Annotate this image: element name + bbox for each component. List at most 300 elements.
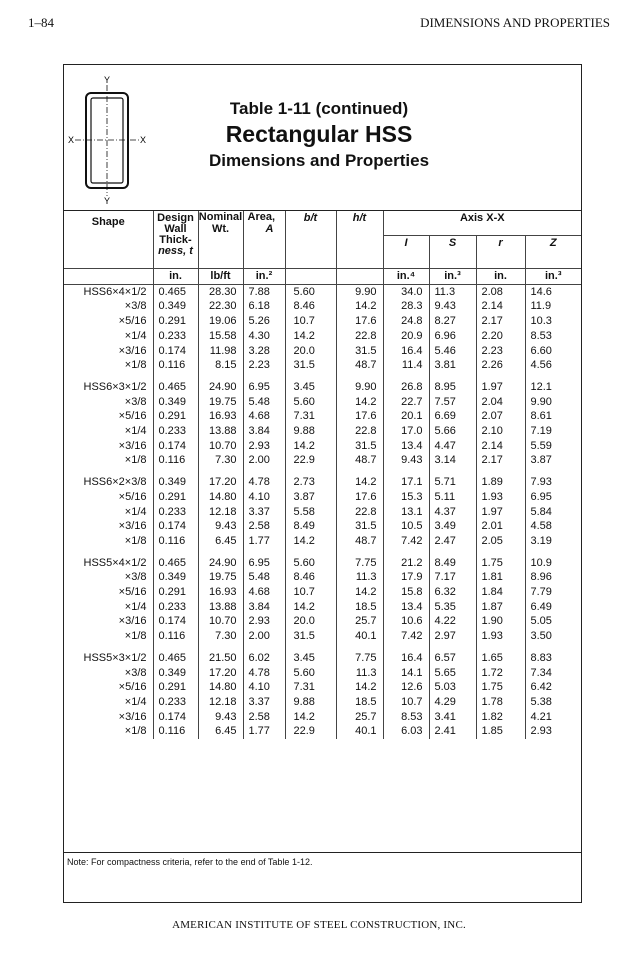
cell-area: 6.18 xyxy=(243,299,285,314)
cell-thickness: 0.116 xyxy=(153,534,198,549)
cell-shape: ×5/16 xyxy=(64,314,153,329)
cell-r: 1.82 xyxy=(476,710,525,725)
cell-i: 28.3 xyxy=(383,299,429,314)
cell-thickness: 0.349 xyxy=(153,475,198,490)
cell-z: 14.6 xyxy=(530,285,552,298)
hss-section-figure xyxy=(67,73,145,205)
cell-s: 5.03 xyxy=(429,680,476,695)
cell-ht: 14.2 xyxy=(336,680,383,695)
cell-i: 12.6 xyxy=(383,680,429,695)
cell-z: 6.95 xyxy=(530,490,552,503)
cell-i: 13.1 xyxy=(383,505,429,520)
cell-r: 1.84 xyxy=(476,585,525,600)
cell-i: 13.4 xyxy=(383,600,429,615)
page-footer: AMERICAN INSTITUTE OF STEEL CONSTRUCTION, INC. xyxy=(172,919,466,931)
cell-area: 4.10 xyxy=(243,490,285,505)
cell-z: 4.56 xyxy=(530,359,552,372)
col-header-i: I xyxy=(383,236,429,269)
cell-s: 4.22 xyxy=(429,614,476,629)
cell-ht: 31.5 xyxy=(336,439,383,454)
table-row xyxy=(64,284,581,299)
cell-shape: ×1/4 xyxy=(64,695,153,710)
table-row xyxy=(64,556,581,571)
cell-ht: 14.2 xyxy=(336,585,383,600)
col-header-design-wall: Design Wall Thick- ness, t xyxy=(153,211,198,269)
cell-z: 9.90 xyxy=(530,395,552,408)
table-row xyxy=(64,680,581,695)
table-row xyxy=(64,329,581,344)
cell-ht: 31.5 xyxy=(336,344,383,359)
group-spacer xyxy=(64,644,581,651)
cell-thickness: 0.116 xyxy=(153,724,198,739)
cell-z: 6.49 xyxy=(530,600,552,613)
cell-bt: 3.45 xyxy=(285,380,336,395)
cell-r: 1.93 xyxy=(476,629,525,644)
cell-shape: ×1/8 xyxy=(64,453,153,468)
cell-r: 2.08 xyxy=(476,284,525,299)
col-header-area: Area, A xyxy=(243,211,285,269)
cell-s: 9.43 xyxy=(429,299,476,314)
cell-shape: ×1/4 xyxy=(64,329,153,344)
table-row xyxy=(64,695,581,710)
cell-thickness: 0.174 xyxy=(153,519,198,534)
table-frame xyxy=(63,64,582,903)
cell-area: 4.10 xyxy=(243,680,285,695)
cell-bt: 5.60 xyxy=(285,395,336,410)
cell-area: 4.78 xyxy=(243,475,285,490)
cell-ht: 40.1 xyxy=(336,629,383,644)
cell-thickness: 0.349 xyxy=(153,299,198,314)
cell-ht: 18.5 xyxy=(336,600,383,615)
cell-area: 1.77 xyxy=(243,534,285,549)
cell-s: 5.35 xyxy=(429,600,476,615)
cell-area: 4.68 xyxy=(243,585,285,600)
cell-bt: 8.46 xyxy=(285,299,336,314)
cell-thickness: 0.291 xyxy=(153,585,198,600)
cell-i: 22.7 xyxy=(383,395,429,410)
cell-shape: HSS6×4×1/2 xyxy=(64,284,153,299)
col-header-z: Z xyxy=(549,237,557,249)
cell-nominal-wt: 24.90 xyxy=(198,380,243,395)
cell-area: 3.28 xyxy=(243,344,285,359)
cell-ht: 48.7 xyxy=(336,358,383,373)
table-row xyxy=(64,600,581,615)
cell-nominal-wt: 7.30 xyxy=(198,629,243,644)
cell-r: 1.85 xyxy=(476,724,525,739)
cell-nominal-wt: 22.30 xyxy=(198,299,243,314)
cell-s: 3.14 xyxy=(429,453,476,468)
cell-nominal-wt: 21.50 xyxy=(198,651,243,666)
cell-bt: 14.2 xyxy=(285,600,336,615)
cell-ht: 18.5 xyxy=(336,695,383,710)
cell-bt: 31.5 xyxy=(285,358,336,373)
cell-shape: ×1/8 xyxy=(64,358,153,373)
unit-i: in.⁴ xyxy=(383,269,429,285)
table-row xyxy=(64,651,581,666)
cell-nominal-wt: 11.98 xyxy=(198,344,243,359)
cell-thickness: 0.465 xyxy=(153,556,198,571)
table-row xyxy=(64,299,581,314)
cell-thickness: 0.233 xyxy=(153,329,198,344)
rectangular-hss-diagram xyxy=(67,73,145,205)
table-subtitle: Dimensions and Properties xyxy=(208,151,430,170)
cell-z: 11.9 xyxy=(530,300,552,313)
table-row xyxy=(64,585,581,600)
cell-r: 2.17 xyxy=(476,314,525,329)
cell-ht: 11.3 xyxy=(336,570,383,585)
cell-r: 1.89 xyxy=(476,475,525,490)
table-row xyxy=(64,570,581,585)
table-row xyxy=(64,490,581,505)
cell-r: 1.93 xyxy=(476,490,525,505)
cell-s: 8.49 xyxy=(429,556,476,571)
table-row xyxy=(64,724,581,739)
cell-z: 3.19 xyxy=(530,534,552,547)
cell-i: 20.1 xyxy=(383,409,429,424)
cell-bt: 22.9 xyxy=(285,453,336,468)
cell-i: 7.42 xyxy=(383,534,429,549)
cell-bt: 5.60 xyxy=(285,556,336,571)
cell-ht: 25.7 xyxy=(336,614,383,629)
cell-s: 3.49 xyxy=(429,519,476,534)
cell-nominal-wt: 14.80 xyxy=(198,490,243,505)
cell-s: 2.97 xyxy=(429,629,476,644)
cell-z: 4.21 xyxy=(530,710,552,723)
cell-thickness: 0.174 xyxy=(153,439,198,454)
cell-area: 2.00 xyxy=(243,453,285,468)
cell-area: 2.23 xyxy=(243,358,285,373)
cell-nominal-wt: 8.15 xyxy=(198,358,243,373)
cell-r: 2.01 xyxy=(476,519,525,534)
cell-i: 34.0 xyxy=(383,284,429,299)
table-row xyxy=(64,534,581,549)
table-note: Note: For compactness criteria, refer to the end of Table 1-12. xyxy=(67,857,313,867)
cell-z: 5.05 xyxy=(530,615,552,628)
cell-shape: ×3/16 xyxy=(64,710,153,725)
cell-area: 6.95 xyxy=(243,380,285,395)
cell-shape: ×1/8 xyxy=(64,724,153,739)
cell-nominal-wt: 15.58 xyxy=(198,329,243,344)
cell-nominal-wt: 17.20 xyxy=(198,666,243,681)
cell-shape: ×3/16 xyxy=(64,614,153,629)
cell-s: 5.11 xyxy=(429,490,476,505)
cell-r: 2.04 xyxy=(476,395,525,410)
cell-shape: HSS5×4×1/2 xyxy=(64,556,153,571)
cell-bt: 10.7 xyxy=(285,314,336,329)
cell-shape: ×5/16 xyxy=(64,490,153,505)
cell-area: 2.58 xyxy=(243,519,285,534)
cell-nominal-wt: 13.88 xyxy=(198,600,243,615)
table-row xyxy=(64,424,581,439)
cell-thickness: 0.349 xyxy=(153,666,198,681)
cell-shape: ×1/8 xyxy=(64,534,153,549)
properties-table xyxy=(64,211,581,739)
cell-thickness: 0.291 xyxy=(153,409,198,424)
cell-thickness: 0.349 xyxy=(153,570,198,585)
group-spacer xyxy=(64,468,581,475)
cell-ht: 11.3 xyxy=(336,666,383,681)
cell-z: 12.1 xyxy=(530,380,552,393)
cell-i: 10.7 xyxy=(383,695,429,710)
cell-ht: 40.1 xyxy=(336,724,383,739)
cell-r: 1.81 xyxy=(476,570,525,585)
cell-i: 26.8 xyxy=(383,380,429,395)
cell-thickness: 0.116 xyxy=(153,358,198,373)
cell-area: 3.37 xyxy=(243,505,285,520)
cell-z: 8.83 xyxy=(530,651,552,664)
cell-s: 4.29 xyxy=(429,695,476,710)
cell-nominal-wt: 12.18 xyxy=(198,505,243,520)
cell-z: 3.50 xyxy=(530,630,552,643)
cell-s: 5.65 xyxy=(429,666,476,681)
table-row xyxy=(64,475,581,490)
page-number: 1–84 xyxy=(28,15,54,30)
cell-bt: 9.88 xyxy=(285,695,336,710)
cell-ht: 22.8 xyxy=(336,329,383,344)
cell-shape: ×3/16 xyxy=(64,519,153,534)
table-body xyxy=(64,284,581,739)
cell-r: 1.72 xyxy=(476,666,525,681)
cell-shape: ×3/16 xyxy=(64,439,153,454)
cell-shape: ×3/8 xyxy=(64,666,153,681)
axis-label-x-right: X xyxy=(139,135,147,145)
cell-ht: 14.2 xyxy=(336,299,383,314)
cell-i: 8.53 xyxy=(383,710,429,725)
cell-i: 14.1 xyxy=(383,666,429,681)
cell-area: 2.00 xyxy=(243,629,285,644)
cell-nominal-wt: 6.45 xyxy=(198,724,243,739)
table-row xyxy=(64,666,581,681)
table-row xyxy=(64,358,581,373)
cell-r: 1.65 xyxy=(476,651,525,666)
cell-r: 2.20 xyxy=(476,329,525,344)
cell-bt: 20.0 xyxy=(285,614,336,629)
cell-r: 2.14 xyxy=(476,439,525,454)
table-row xyxy=(64,519,581,534)
cell-bt: 8.46 xyxy=(285,570,336,585)
cell-area: 4.30 xyxy=(243,329,285,344)
cell-s: 6.32 xyxy=(429,585,476,600)
unit-ht xyxy=(336,269,383,285)
cell-s: 3.41 xyxy=(429,710,476,725)
cell-z: 10.3 xyxy=(530,315,552,328)
cell-s: 2.47 xyxy=(429,534,476,549)
cell-thickness: 0.233 xyxy=(153,695,198,710)
cell-r: 1.97 xyxy=(476,380,525,395)
cell-s: 4.47 xyxy=(429,439,476,454)
cell-s: 8.27 xyxy=(429,314,476,329)
cell-i: 7.42 xyxy=(383,629,429,644)
page-header xyxy=(28,15,610,31)
cell-s: 7.17 xyxy=(429,570,476,585)
cell-ht: 7.75 xyxy=(336,556,383,571)
cell-r: 1.75 xyxy=(476,680,525,695)
cell-ht: 22.8 xyxy=(336,505,383,520)
cell-shape: HSS5×3×1/2 xyxy=(64,651,153,666)
cell-thickness: 0.233 xyxy=(153,505,198,520)
cell-area: 4.78 xyxy=(243,666,285,681)
unit-bt xyxy=(285,269,336,285)
cell-bt: 5.58 xyxy=(285,505,336,520)
cell-r: 2.23 xyxy=(476,344,525,359)
cell-bt: 14.2 xyxy=(285,329,336,344)
cell-s: 3.81 xyxy=(429,358,476,373)
axis-label-x-left: X xyxy=(67,135,75,145)
col-header-s: S xyxy=(429,236,476,269)
cell-ht: 9.90 xyxy=(336,284,383,299)
cell-nominal-wt: 16.93 xyxy=(198,409,243,424)
cell-r: 1.90 xyxy=(476,614,525,629)
cell-nominal-wt: 16.93 xyxy=(198,585,243,600)
table-row xyxy=(64,439,581,454)
axis-label-y-top: Y xyxy=(103,75,111,85)
cell-thickness: 0.116 xyxy=(153,453,198,468)
cell-area: 5.48 xyxy=(243,570,285,585)
cell-r: 2.17 xyxy=(476,453,525,468)
table-row xyxy=(64,409,581,424)
cell-bt: 14.2 xyxy=(285,534,336,549)
cell-i: 16.4 xyxy=(383,651,429,666)
col-header-r: r xyxy=(476,236,525,269)
cell-ht: 48.7 xyxy=(336,534,383,549)
cell-thickness: 0.291 xyxy=(153,314,198,329)
col-header-bt: b/t xyxy=(285,211,336,269)
note-rule xyxy=(64,852,581,853)
group-spacer xyxy=(64,373,581,380)
cell-area: 3.37 xyxy=(243,695,285,710)
cell-s: 4.37 xyxy=(429,505,476,520)
cell-s: 11.3 xyxy=(429,284,476,299)
cell-i: 17.1 xyxy=(383,475,429,490)
cell-ht: 14.2 xyxy=(336,475,383,490)
cell-ht: 17.6 xyxy=(336,314,383,329)
cell-thickness: 0.233 xyxy=(153,424,198,439)
cell-i: 16.4 xyxy=(383,344,429,359)
cell-nominal-wt: 7.30 xyxy=(198,453,243,468)
cell-bt: 5.60 xyxy=(285,284,336,299)
cell-ht: 9.90 xyxy=(336,380,383,395)
cell-shape: ×5/16 xyxy=(64,585,153,600)
cell-nominal-wt: 24.90 xyxy=(198,556,243,571)
cell-nominal-wt: 19.06 xyxy=(198,314,243,329)
cell-area: 2.93 xyxy=(243,439,285,454)
cell-z: 8.61 xyxy=(530,410,552,423)
cell-bt: 22.9 xyxy=(285,724,336,739)
axis-x-x-header: Axis X-X xyxy=(383,211,581,236)
cell-r: 1.78 xyxy=(476,695,525,710)
cell-shape: ×3/8 xyxy=(64,570,153,585)
cell-z: 5.59 xyxy=(530,439,552,452)
cell-thickness: 0.465 xyxy=(153,380,198,395)
unit-r: in. xyxy=(476,269,525,285)
cell-s: 8.95 xyxy=(429,380,476,395)
cell-z: 7.34 xyxy=(530,666,552,679)
cell-bt: 7.31 xyxy=(285,409,336,424)
cell-shape: ×1/4 xyxy=(64,600,153,615)
cell-nominal-wt: 10.70 xyxy=(198,614,243,629)
cell-ht: 48.7 xyxy=(336,453,383,468)
cell-s: 5.71 xyxy=(429,475,476,490)
cell-bt: 5.60 xyxy=(285,666,336,681)
cell-s: 2.41 xyxy=(429,724,476,739)
cell-thickness: 0.465 xyxy=(153,284,198,299)
cell-area: 3.84 xyxy=(243,424,285,439)
table-main-title: Rectangular HSS xyxy=(225,121,413,147)
cell-shape: HSS6×3×1/2 xyxy=(64,380,153,395)
cell-r: 2.05 xyxy=(476,534,525,549)
col-header-nominal-wt: Nominal Wt. xyxy=(198,211,243,269)
cell-bt: 8.49 xyxy=(285,519,336,534)
cell-area: 6.02 xyxy=(243,651,285,666)
cell-nominal-wt: 19.75 xyxy=(198,395,243,410)
cell-z: 3.87 xyxy=(530,454,552,467)
cell-shape: ×1/8 xyxy=(64,629,153,644)
cell-nominal-wt: 13.88 xyxy=(198,424,243,439)
cell-ht: 22.8 xyxy=(336,424,383,439)
cell-shape: ×5/16 xyxy=(64,409,153,424)
table-row xyxy=(64,380,581,395)
table-row xyxy=(64,344,581,359)
cell-z: 6.60 xyxy=(530,344,552,357)
table-row xyxy=(64,314,581,329)
cell-z: 7.19 xyxy=(530,425,552,438)
cell-nominal-wt: 19.75 xyxy=(198,570,243,585)
cell-bt: 3.87 xyxy=(285,490,336,505)
cell-i: 15.8 xyxy=(383,585,429,600)
section-title: DIMENSIONS AND PROPERTIES xyxy=(420,15,610,30)
unit-wt: lb/ft xyxy=(198,269,243,285)
cell-shape: ×1/4 xyxy=(64,505,153,520)
cell-z: 5.38 xyxy=(530,695,552,708)
table-row xyxy=(64,395,581,410)
cell-s: 6.69 xyxy=(429,409,476,424)
cell-bt: 3.45 xyxy=(285,651,336,666)
table-row xyxy=(64,629,581,644)
cell-s: 6.96 xyxy=(429,329,476,344)
cell-i: 11.4 xyxy=(383,358,429,373)
cell-nominal-wt: 28.30 xyxy=(198,284,243,299)
cell-s: 6.57 xyxy=(429,651,476,666)
cell-shape: ×3/8 xyxy=(64,299,153,314)
cell-nominal-wt: 9.43 xyxy=(198,519,243,534)
cell-i: 6.03 xyxy=(383,724,429,739)
cell-nominal-wt: 14.80 xyxy=(198,680,243,695)
cell-i: 15.3 xyxy=(383,490,429,505)
cell-nominal-wt: 12.18 xyxy=(198,695,243,710)
group-spacer xyxy=(64,549,581,556)
cell-ht: 25.7 xyxy=(336,710,383,725)
cell-nominal-wt: 17.20 xyxy=(198,475,243,490)
cell-z: 7.79 xyxy=(530,586,552,599)
table-row xyxy=(64,710,581,725)
cell-ht: 17.6 xyxy=(336,490,383,505)
cell-i: 10.6 xyxy=(383,614,429,629)
cell-thickness: 0.233 xyxy=(153,600,198,615)
cell-r: 1.75 xyxy=(476,556,525,571)
table-row xyxy=(64,614,581,629)
cell-z: 2.93 xyxy=(530,725,552,738)
cell-z: 8.53 xyxy=(530,329,552,342)
cell-ht: 31.5 xyxy=(336,519,383,534)
cell-r: 1.87 xyxy=(476,600,525,615)
cell-i: 9.43 xyxy=(383,453,429,468)
cell-bt: 14.2 xyxy=(285,710,336,725)
cell-i: 24.8 xyxy=(383,314,429,329)
col-header-ht: h/t xyxy=(336,211,383,269)
cell-z: 4.58 xyxy=(530,520,552,533)
cell-thickness: 0.116 xyxy=(153,629,198,644)
cell-area: 6.95 xyxy=(243,556,285,571)
